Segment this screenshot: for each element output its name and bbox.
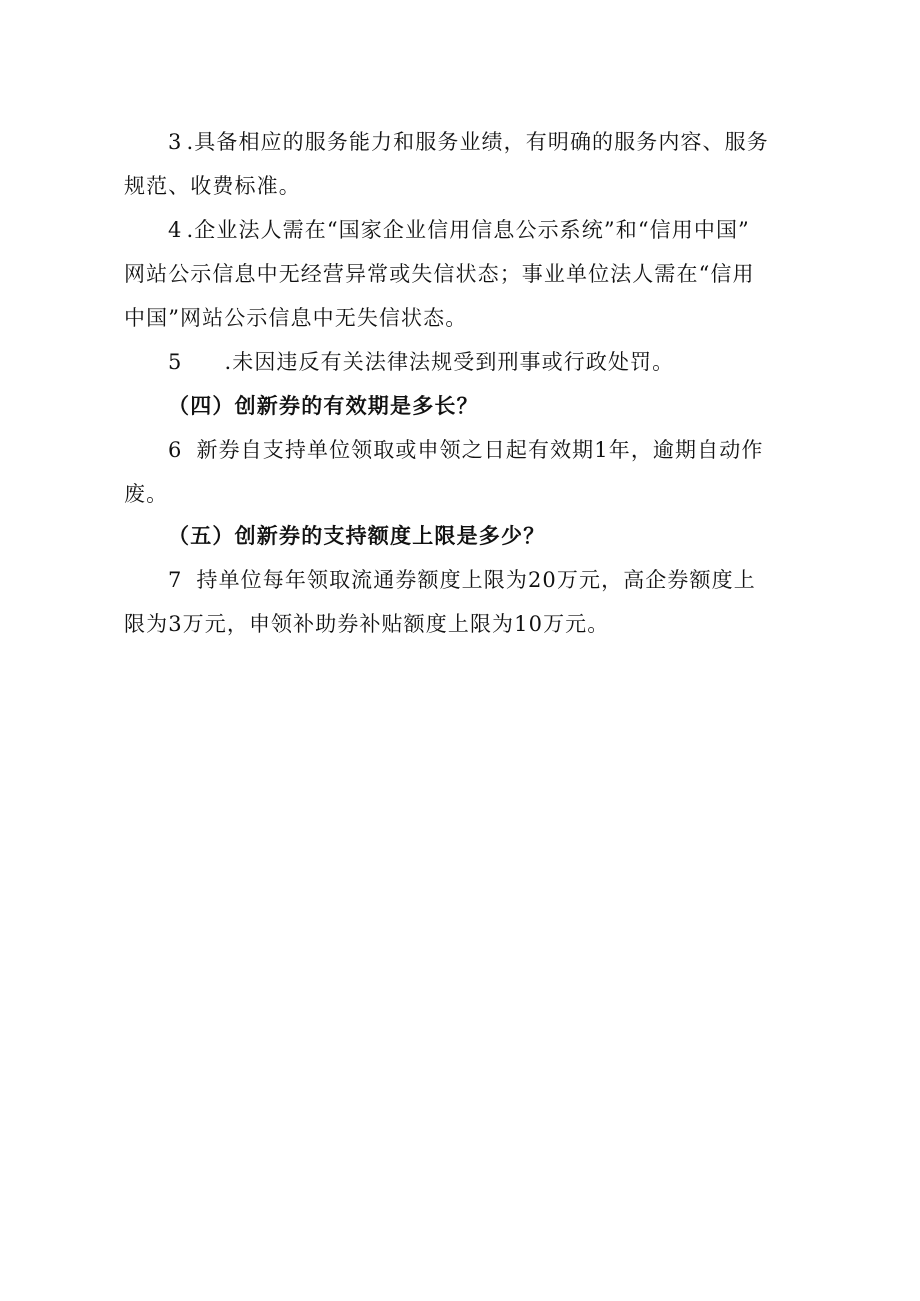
paragraph-7-line-1	[124, 558, 800, 602]
paragraph-6-line-2: 废。	[124, 482, 169, 506]
paragraph-7-number: 7	[168, 568, 183, 592]
paragraph-4-line-1	[124, 208, 800, 252]
paragraph-5-line-1	[124, 340, 800, 384]
paragraph-4-line-2: 网站公示信息中无经营异常或失信状态；事业单位法人需在“信用	[124, 262, 755, 286]
paragraph-6	[124, 428, 800, 516]
paragraph-4-line-3: 中国”网站公示信息中无失信状态。	[124, 306, 468, 330]
paragraph-4-number: 4	[168, 218, 183, 242]
paragraph-6-line-1	[124, 428, 800, 472]
paragraph-5	[124, 340, 800, 384]
paragraph-5-number: 5	[168, 350, 183, 374]
paragraph-7	[124, 558, 800, 646]
paragraph-6-text-1: 新券自支持单位领取或申领之日起有效期1年，逾期自动作	[196, 438, 764, 462]
paragraph-4-text-1: .企业法人需在“国家企业信用信息公示系统”和“信用中国”	[186, 218, 750, 242]
paragraph-3-number: 3	[168, 130, 183, 154]
paragraph-4	[124, 208, 800, 340]
paragraph-5-text-1: .未因违反有关法律法规受到刑事或行政处罚。	[224, 350, 675, 374]
paragraph-3-text-1: .具备相应的服务能力和服务业绩，有明确的服务内容、服务	[186, 130, 769, 154]
section-heading-5: （五）创新券的支持额度上限是多少？	[168, 523, 546, 548]
paragraph-6-number: 6	[168, 438, 183, 462]
paragraph-3-line-1	[124, 120, 800, 164]
paragraph-7-text-1: 持单位每年领取流通券额度上限为20万元，高企券额度上	[196, 568, 756, 592]
section-heading-4: （四）创新券的有效期是多长？	[168, 393, 479, 418]
paragraph-7-line-2: 限为3万元，申领补助券补贴额度上限为10万元。	[124, 612, 610, 636]
paragraph-3-line-2: 规范、收费标准。	[124, 174, 301, 198]
paragraph-3	[124, 120, 800, 208]
